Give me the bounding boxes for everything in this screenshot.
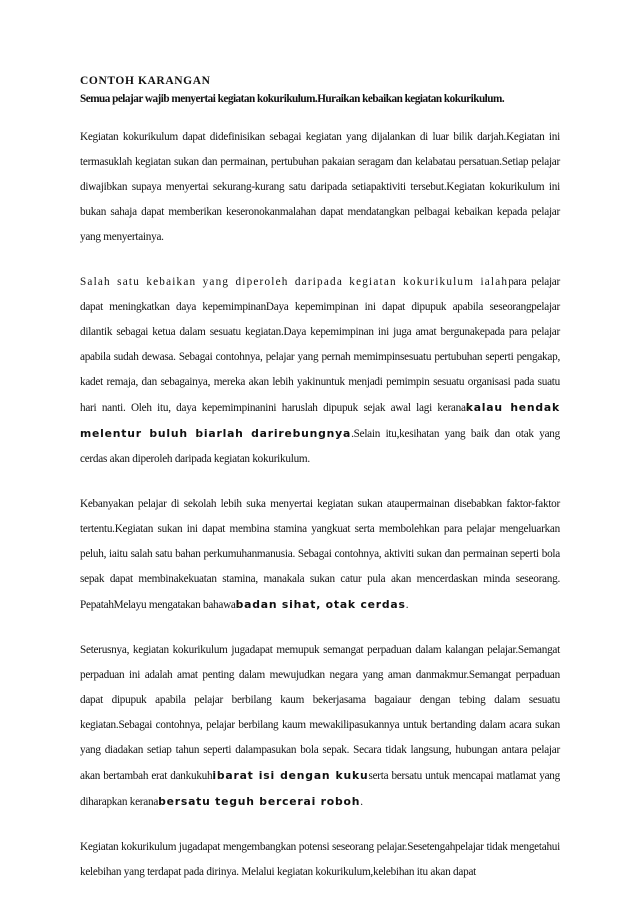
proverb-isi-dengan-kuku: ibarat isi dengan kuku bbox=[212, 769, 369, 782]
document-page bbox=[80, 72, 560, 905]
paragraph-unity-middle: serta bersatu untuk mencapai matlamat yang diharapkan kerana bbox=[80, 770, 560, 808]
paragraph-unity-end: . bbox=[360, 796, 363, 808]
paragraph-leadership-text: para pelajar dapat meningkatkan daya kepemimpinanDaya kepemimpinan ini dapat dipupuk apabila seseorangpelajar dilantik sebagai ketua dalam sesuatu kegiatan.Daya kepemimpinan ini juga amat bergunakepada para pelajar apabila sudah dewasa. Sebagai contohnya, pelajar yang pernah memimpinsesuatu pertubuhan seperti pengakap, kadet remaja, dan sebagainya, mereka akan lebih yakinuntuk menjadi pemimpin sesuatu organisasi pada suatu hari nanti. Oleh itu, daya kepemimpinanini haruslah dipupuk sejak awal lagi kerana bbox=[80, 276, 560, 414]
proverb-badan-sihat: badan sihat, otak cerdas bbox=[235, 598, 406, 611]
proverb-melentur-buluh: kalau hendak melentur buluh biarlah darirebungnya bbox=[80, 401, 561, 440]
paragraph-potential: Kegiatan kokurikulum jugadapat mengembangkan potensi seseorang pelajar.Sesetengahpelajar tidak mengetahui kelebihan yang terdapat pada dirinya. Melalui kegiatan kokurikulum,kelebihan itu akan dapat bbox=[80, 841, 560, 878]
paragraph-sports-text: Kebanyakan pelajar di sekolah lebih suka menyertai kegiatan sukan ataupermainan disebabkan faktor-faktor tertentu.Kegiatan sukan ini dapat membina stamina yangkuat serta membolehkan para pelajar mengeluarkan peluh, iaitu salah satu bahan perkumuhanmanusia. Sebagai contohnya, aktiviti sukan dan permainan seperti bola sepak dapat membinakekuatan stamina, manakala sukan catur pula akan mencerdaskan minda seseorang. PepatahMelayu mengatakan bahawa bbox=[80, 498, 560, 611]
paragraph-leadership-opening: Salah satu kebaikan yang diperoleh daripada kegiatan kokurikulum ialah bbox=[80, 276, 509, 288]
paragraph-unity bbox=[80, 638, 560, 815]
proverb-bersatu-teguh: bersatu teguh bercerai roboh bbox=[158, 795, 361, 808]
paragraph-sports bbox=[80, 492, 560, 618]
essay-question: Semua pelajar wajib menyertai kegiatan kokurikulum.Huraikan kebaikan kegiatan kokurikulum. bbox=[80, 93, 505, 105]
paragraph-intro: Kegiatan kokurikulum dapat didefinisikan sebagai kegiatan yang dijalankan di luar bilik darjah.Kegiatan ini termasuklah kegiatan sukan dan permainan, pertubuhan pakaian seragam dan kelabatau persatuan.Setiap pelajar diwajibkan supaya menyertai sekurang-kurang satu daripada setiapaktiviti tersebut.Kegiatan kokurikulum ini bukan sahaja dapat memberikan keseronokanmalahan dapat mendatangkan pelbagai kebaikan kepada pelajar yang menyertainya. bbox=[80, 131, 560, 243]
paragraph-leadership-end: .Selain itu,kesihatan yang baik dan otak yang cerdas akan diperoleh daripada kegiatan kokurikulum. bbox=[80, 428, 560, 465]
paragraph-sports-end: . bbox=[405, 599, 409, 611]
document-heading: CONTOH KARANGAN bbox=[80, 75, 211, 87]
paragraph-unity-text: Seterusnya, kegiatan kokurikulum jugadapat memupuk semangat perpaduan dalam kalangan pelajar.Semangat perpaduan ini adalah amat penting dalam mewujudkan negara yang aman danmakmur.Semangat perpaduan dapat dipupuk apabila pelajar berbilang kaum bekerjasama bagaiaur dengan tebing dalam sesuatu kegiatan.Sebagai contohnya, pelajar berbilang kaum mewakilipasukannya untuk bertanding dalam acara sukan yang diadakan setiap tahun seperti dalampasukan bola sepak. Secara tidak langsung, hubungan antara pelajar akan bertambah erat dankukuh bbox=[80, 644, 560, 782]
paragraph-leadership bbox=[80, 270, 560, 472]
